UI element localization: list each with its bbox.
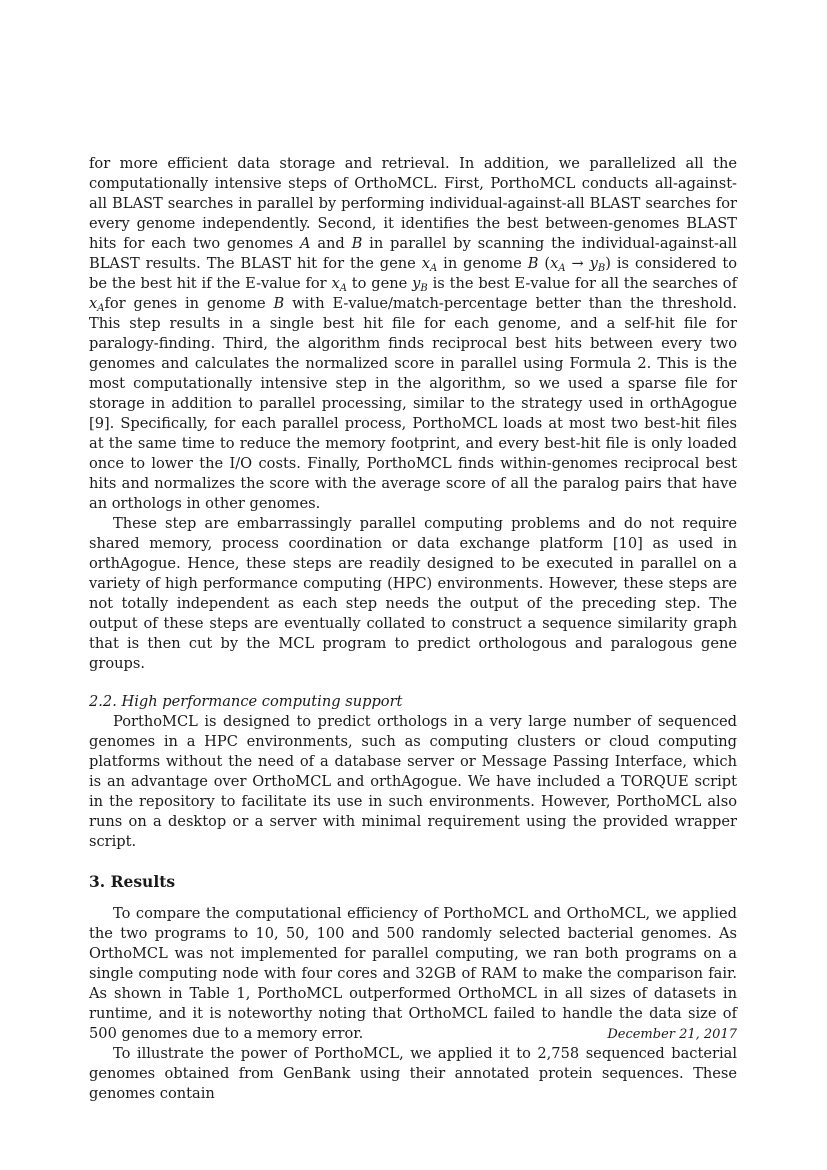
math-sub: B	[597, 263, 606, 274]
math-var: B	[527, 255, 539, 272]
footer-date: December 21, 2017	[607, 1027, 737, 1042]
text-run: in parallel by scanning the individual-against-all BLAST results. The BLAST hit for the gene	[89, 235, 737, 272]
math-x: x	[550, 255, 559, 272]
text-run: and	[310, 235, 352, 252]
text-run: in genome	[437, 255, 528, 272]
section-heading-results: 3. Results	[89, 872, 176, 891]
math-sub: A	[558, 263, 566, 274]
math-var: A	[299, 235, 311, 252]
paragraph-comparison: To compare the computational efficiency of PorthoMCL and OrthoMCL, we applied the two programs to 10, 50, 100 and 500 randomly selected bacterial genomes. As OrthoMCL was not implemented for parallel computing, we ran both programs on a single computing node with four cores and 32GB of RAM to make the comparison fair. As shown in Table 1, PorthoMCL outperformed OrthoMCL in all sizes of datasets in runtime, and it is noteworthy noting that OrthoMCL failed to handle the data size of 500 genomes due to a memory error.	[89, 905, 737, 1042]
math-yB	[412, 275, 428, 292]
paragraph-embarrassingly-parallel: These step are embarrassingly parallel computing problems and do not require shared memory, process coordination or data exchange platform [10] as used in orthAgogue. Hence, these steps are readily designed to be executed in parallel on a variety of high performance computing (HPC) environments. However, these steps are not totally independent as each step needs the output of the preceding step. The output of these steps are eventually collated to construct a sequence similarity graph that is then cut by the MCL program to predict orthologous and paralogous gene groups.	[89, 515, 737, 672]
math-xA	[89, 295, 104, 312]
math-xA	[332, 275, 347, 292]
math-x: x	[89, 295, 98, 312]
paragraph-hpc-support: PorthoMCL is designed to predict orthologs in a very large number of sequenced genomes in a HPC environments, such as computing clusters or cloud computing platforms without the need of a database server or Message Passing Interface, which is an advantage over OrthoMCL and orthAgogue. We have included a TORQUE script in the repository to facilitate its use in such environments. However, PorthoMCL also runs on a desktop or a server with minimal requirement using the provided wrapper script.	[89, 713, 737, 850]
page-body	[89, 154, 737, 1104]
math-arrow: →	[565, 255, 590, 272]
math-y: y	[412, 275, 421, 292]
math-var: B	[273, 295, 285, 312]
math-xA	[422, 255, 437, 272]
math-x: x	[331, 275, 340, 292]
math-yB	[590, 255, 606, 272]
math-sub: A	[339, 283, 347, 294]
subsection-heading: 2.2. High performance computing support	[89, 693, 403, 710]
math-xA	[550, 255, 565, 272]
text-run: is the best E-value for all the searches of	[427, 275, 737, 292]
math-y: y	[589, 255, 598, 272]
text-run: for genes in genome	[104, 295, 274, 312]
text-run: ) is considered to be the best hit if the E-value for	[89, 255, 737, 292]
math-var: B	[351, 235, 363, 252]
math-x: x	[421, 255, 430, 272]
paragraph-parallelization	[89, 154, 737, 514]
text-run: for more efficient data storage and retrieval. In addition, we parallelized all the computationally intensive steps of OrthoMCL. First, PorthoMCL conducts all-against-all BLAST searches in parallel by performing individual-against-all BLAST searches for every genome independently. Second, it identifies the best between-genomes BLAST hits for each two genomes	[89, 155, 737, 252]
math-sub: A	[97, 303, 105, 314]
math-sub: B	[420, 283, 428, 294]
text-run: to gene	[346, 275, 413, 292]
paragraph-illustration: To illustrate the power of PorthoMCL, we applied it to 2,758 sequenced bacterial genomes obtained from GenBank using their annotated protein sequences. These genomes contain	[89, 1045, 737, 1102]
text-run: (	[538, 255, 551, 272]
math-sub: A	[429, 263, 438, 274]
text-run: with E-value/match-percentage better than the threshold. This step results in a single best hit file for each genome, and a self-hit file for paralogy-finding. Third, the algorithm finds reciprocal best hits between every two genomes and calculates the normalized score in parallel using Formula 2. This is the most computationally intensive step in the algorithm, so we used a sparse file for storage in addition to parallel processing, similar to the strategy used in orthAgogue [9]. Specifically, for each parallel process, PorthoMCL loads at most two best-hit files at the same time to reduce the memory footprint, and every best-hit file is only loaded once to lower the I/O costs. Finally, PorthoMCL finds within-genomes reciprocal best hits and normalizes the score with the average score of all the paralog pairs that have an orthologs in other genomes.	[89, 295, 737, 512]
